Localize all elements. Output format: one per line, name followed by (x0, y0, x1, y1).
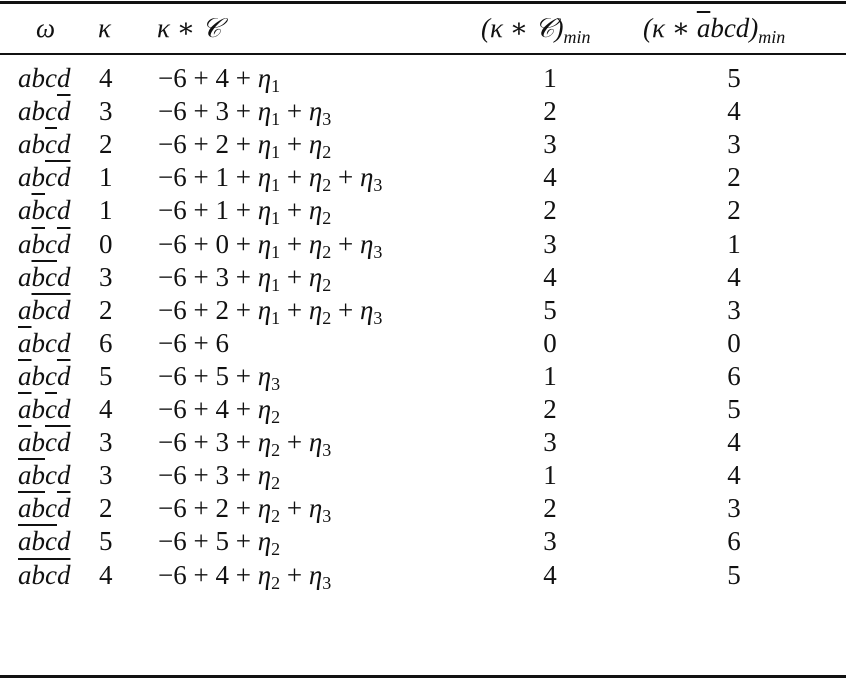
expr-eta-term: $\eta_1$ (257, 294, 281, 328)
table-bottom-rule (0, 675, 846, 678)
omega-letter-b: b (31, 327, 45, 358)
cell-kappa: 6 (99, 327, 113, 358)
table-row (0, 128, 846, 161)
header-kappa-star-c: κ ∗ 𝒞 (157, 13, 222, 43)
expr-constant: −6 + 5 (158, 526, 229, 557)
expr-plus: + (228, 228, 258, 259)
cell-kappa-star-c-min: 2 (543, 394, 557, 424)
cell-kappa-star-c (158, 559, 331, 592)
header-omega: ω (36, 13, 56, 43)
omega-letter-c: $\overline{c}$ (45, 526, 57, 557)
expr-constant: −6 + 2 (158, 129, 229, 160)
expr-plus: + (228, 162, 258, 193)
omega-letter-c: $\overline{c}$ (45, 294, 57, 325)
cell-kappa-star-c-min: 4 (543, 559, 557, 590)
cell-kappa-star-c (158, 161, 382, 194)
expr-plus: + (228, 526, 258, 557)
cell-kappa-star-c-min: 3 (543, 427, 557, 458)
cell-kappa-star-c-min: 4 (543, 261, 557, 292)
expr-plus: + (228, 129, 258, 160)
omega-letter-b: b (31, 162, 45, 193)
expr-eta-term: $\eta_1$ (257, 129, 281, 163)
expr-plus: + (228, 261, 258, 292)
omega-letter-a: a (18, 162, 32, 193)
header-min2-sub: min (758, 27, 786, 47)
cell-kappa: 4 (99, 394, 113, 424)
omega-letter-b: b (31, 360, 45, 391)
cell-kappa-star-abar-bcd-min: 4 (727, 261, 741, 292)
cell-kappa-star-c-min: 1 (543, 63, 557, 93)
omega-letter-c: c (45, 493, 57, 524)
cell-kappa: 4 (99, 63, 113, 93)
expr-eta-term: $\eta_1$ (257, 63, 281, 96)
omega-letter-d: d (56, 526, 71, 557)
omega-letter-a: a (18, 294, 32, 325)
cell-kappa-star-c (158, 525, 280, 558)
table-row (0, 95, 846, 128)
omega-letter-b: $\overline{b}$ (31, 526, 45, 557)
omega-letter-b: b (31, 63, 45, 93)
table-row (0, 492, 846, 525)
cell-kappa-star-c (158, 62, 280, 95)
cell-kappa-star-c-min: 2 (543, 493, 557, 524)
expr-eta-term: $\eta_2$ (308, 261, 332, 295)
expr-plus: + (280, 493, 309, 524)
cell-kappa-star-c (158, 459, 280, 492)
header-min2-rest: bcd) (710, 13, 759, 43)
omega-letter-d: $\overline{d}$ (56, 162, 71, 193)
cell-kappa: 1 (99, 195, 113, 226)
table-row (0, 194, 846, 227)
cell-kappa-star-c (158, 426, 331, 459)
table-row (0, 360, 846, 393)
expr-eta-term: $\eta_2$ (308, 294, 332, 328)
cell-omega (18, 559, 70, 592)
omega-letter-d: d (56, 195, 71, 226)
omega-letter-a: $\overline{a}$ (18, 427, 32, 458)
cell-kappa-star-c-min: 2 (543, 195, 557, 226)
omega-letter-a: a (18, 195, 32, 226)
table-row (0, 161, 846, 194)
cell-kappa-star-abar-bcd-min: 5 (727, 394, 741, 424)
cell-kappa: 2 (99, 129, 113, 160)
expr-eta-term: $\eta_2$ (308, 195, 332, 229)
cell-kappa: 3 (99, 261, 113, 292)
header-kappa-star-c-min (481, 12, 590, 54)
expr-eta-term: $\eta_2$ (308, 228, 332, 262)
expr-constant: −6 + 4 (158, 394, 229, 424)
cell-kappa-star-c (158, 128, 331, 161)
expr-eta-term: $\eta_1$ (257, 195, 281, 229)
cell-kappa-star-abar-bcd-min: 6 (727, 526, 741, 557)
cell-kappa-star-abar-bcd-min: 2 (727, 162, 741, 193)
cell-omega (18, 492, 70, 525)
expr-plus: + (280, 559, 309, 590)
table-header-row (0, 12, 846, 45)
cell-kappa-star-abar-bcd-min: 5 (727, 559, 741, 590)
omega-letter-c: $\overline{c}$ (45, 559, 57, 590)
table-row (0, 559, 846, 592)
cell-kappa-star-abar-bcd-min: 6 (727, 360, 741, 391)
cell-kappa-star-c-min: 1 (543, 460, 557, 491)
omega-letter-d: $\overline{d}$ (56, 493, 71, 524)
cell-omega (18, 128, 70, 161)
cell-omega (18, 294, 70, 327)
cell-kappa: 0 (99, 228, 113, 259)
expr-constant: −6 + 2 (158, 294, 229, 325)
expr-eta-term: $\eta_2$ (308, 162, 332, 196)
cell-kappa-star-c-min: 4 (543, 162, 557, 193)
omega-letter-b: $\overline{b}$ (31, 228, 45, 259)
cell-kappa-star-c-min: 1 (543, 360, 557, 391)
omega-letter-c: c (45, 228, 57, 259)
omega-letter-d: d (56, 394, 71, 424)
omega-letter-b: $\overline{b}$ (31, 294, 45, 325)
expr-eta-term: $\eta_1$ (257, 261, 281, 295)
table-top-rule (0, 1, 846, 4)
cell-omega (18, 95, 70, 128)
expr-eta-term: $\eta_3$ (308, 96, 332, 130)
omega-letter-d: $\overline{d}$ (56, 360, 71, 391)
cell-kappa-star-abar-bcd-min: 5 (727, 63, 741, 93)
cell-kappa: 3 (99, 96, 113, 127)
cell-kappa-star-c (158, 194, 331, 227)
omega-letter-c: c (45, 63, 57, 93)
expr-plus: + (228, 360, 258, 391)
expr-eta-term: $\eta_1$ (257, 96, 281, 130)
omega-letter-d: $\overline{d}$ (56, 96, 71, 127)
cell-omega (18, 62, 70, 95)
cell-kappa: 3 (99, 460, 113, 491)
expr-plus: + (280, 195, 309, 226)
omega-letter-a: $\overline{a}$ (18, 360, 32, 391)
expr-plus: + (280, 228, 309, 259)
table-mid-rule (0, 53, 846, 55)
cell-omega (18, 426, 70, 459)
expr-constant: −6 + 3 (158, 460, 229, 491)
expr-plus: + (228, 394, 258, 424)
cell-kappa-star-c-min: 3 (543, 129, 557, 160)
omega-letter-c: $\overline{c}$ (45, 427, 57, 458)
table-row (0, 294, 846, 327)
omega-letter-b: b (31, 427, 45, 458)
table-row (0, 525, 846, 558)
omega-letter-c: c (45, 195, 57, 226)
expr-eta-term: $\eta_3$ (257, 360, 281, 394)
omega-letter-d: $\overline{d}$ (56, 559, 71, 590)
cell-omega (18, 228, 70, 261)
omega-letter-c: $\overline{c}$ (45, 394, 57, 424)
expr-eta-term: $\eta_2$ (308, 129, 332, 163)
expr-plus: + (228, 559, 258, 590)
expr-eta-term: $\eta_3$ (308, 427, 332, 461)
omega-letter-c: $\overline{c}$ (45, 261, 57, 292)
expr-plus: + (280, 129, 309, 160)
expr-eta-term: $\eta_2$ (257, 427, 281, 461)
omega-letter-c: $\overline{c}$ (45, 129, 57, 160)
expr-constant: −6 + 4 (158, 559, 229, 590)
omega-letter-b: $\overline{b}$ (31, 261, 45, 292)
header-kappa-star-abar-bcd-min (643, 12, 785, 54)
cell-kappa-star-c (158, 327, 229, 360)
omega-letter-b: $\overline{b}$ (31, 493, 45, 524)
omega-letter-c: c (45, 96, 57, 127)
expr-eta-term: $\eta_2$ (257, 559, 281, 593)
expr-eta-term: $\eta_1$ (257, 228, 281, 262)
header-min2-prefix: (κ ∗ (643, 13, 697, 43)
cell-kappa: 2 (99, 294, 113, 325)
expr-plus: + (280, 162, 309, 193)
table-row (0, 327, 846, 360)
omega-letter-a: a (18, 63, 32, 93)
omega-letter-c: c (45, 327, 57, 358)
omega-letter-a: $\overline{a}$ (18, 493, 32, 524)
expr-eta-term: $\eta_3$ (308, 493, 332, 527)
cell-kappa: 3 (99, 427, 113, 458)
expr-constant: −6 + 1 (158, 162, 229, 193)
cell-kappa-star-c-min: 3 (543, 526, 557, 557)
table-row (0, 393, 846, 426)
cell-kappa-star-c-min: 3 (543, 228, 557, 259)
omega-letter-a: a (18, 129, 32, 160)
expr-constant: −6 + 3 (158, 261, 229, 292)
omega-letter-a: $\overline{a}$ (18, 460, 32, 491)
omega-letter-a: $\overline{a}$ (18, 327, 32, 358)
expr-constant: −6 + 6 (158, 327, 229, 358)
omega-letter-b: $\overline{b}$ (31, 559, 45, 590)
table-row (0, 62, 846, 95)
cell-kappa-star-c-min: 2 (543, 96, 557, 127)
expr-eta-term: $\eta_2$ (257, 526, 281, 560)
expr-eta-term: $\eta_2$ (257, 394, 281, 427)
cell-omega (18, 360, 70, 393)
omega-letter-b: $\overline{b}$ (31, 460, 45, 491)
omega-letter-d: d (56, 129, 71, 160)
expr-constant: −6 + 5 (158, 360, 229, 391)
expr-constant: −6 + 1 (158, 195, 229, 226)
cell-kappa-star-abar-bcd-min: 3 (727, 294, 741, 325)
expr-plus: + (280, 294, 309, 325)
table-row (0, 459, 846, 492)
header-min1-main: (κ ∗ 𝒞) (481, 13, 564, 43)
cell-omega (18, 194, 70, 227)
omega-letter-c: c (45, 460, 57, 491)
cell-kappa-star-abar-bcd-min: 2 (727, 195, 741, 226)
cell-omega (18, 261, 70, 294)
omega-letter-a: $\overline{a}$ (18, 559, 32, 590)
omega-letter-a: $\overline{a}$ (18, 526, 32, 557)
expr-eta-term: $\eta_3$ (359, 162, 383, 196)
omega-letter-d: d (56, 327, 71, 358)
table-row (0, 228, 846, 261)
cell-kappa-star-abar-bcd-min: 4 (727, 96, 741, 127)
cell-omega (18, 393, 70, 426)
omega-letter-a: $\overline{a}$ (18, 394, 32, 424)
expr-constant: −6 + 2 (158, 493, 229, 524)
header-min2-overlined: $\overline{a}$ (696, 13, 711, 43)
expr-plus: + (228, 427, 258, 458)
expr-plus: + (228, 460, 258, 491)
cell-kappa-star-abar-bcd-min: 3 (727, 493, 741, 524)
cell-kappa: 1 (99, 162, 113, 193)
expr-constant: −6 + 4 (158, 63, 229, 93)
cell-kappa-star-abar-bcd-min: 4 (727, 427, 741, 458)
omega-letter-d: d (56, 261, 71, 292)
header-min1-sub: min (563, 27, 591, 47)
omega-letter-a: a (18, 228, 32, 259)
expr-plus: + (280, 261, 309, 292)
cell-omega (18, 327, 70, 360)
cell-omega (18, 161, 70, 194)
omega-letter-b: b (31, 394, 45, 424)
omega-letter-c: $\overline{c}$ (45, 162, 57, 193)
expr-plus: + (331, 162, 360, 193)
expr-eta-term: $\eta_3$ (359, 228, 383, 262)
expr-plus: + (331, 228, 360, 259)
cell-kappa-star-c-min: 5 (543, 294, 557, 325)
omega-letter-b: b (31, 96, 45, 127)
omega-letter-c: c (45, 360, 57, 391)
expr-plus: + (228, 195, 258, 226)
cell-kappa-star-abar-bcd-min: 0 (727, 327, 741, 358)
expr-eta-term: $\eta_2$ (257, 493, 281, 527)
cell-omega (18, 459, 70, 492)
expr-plus: + (228, 63, 258, 93)
omega-letter-d: $\overline{d}$ (56, 427, 71, 458)
omega-letter-b: $\overline{b}$ (31, 195, 45, 226)
cell-kappa: 5 (99, 360, 113, 391)
cell-kappa-star-abar-bcd-min: 4 (727, 460, 741, 491)
expr-plus: + (228, 493, 258, 524)
expr-constant: −6 + 3 (158, 427, 229, 458)
expr-constant: −6 + 3 (158, 96, 229, 127)
cell-kappa-star-c (158, 360, 280, 393)
expr-eta-term: $\eta_2$ (257, 460, 281, 494)
cell-kappa-star-c (158, 228, 382, 261)
omega-letter-a: a (18, 96, 32, 127)
cell-kappa: 5 (99, 526, 113, 557)
header-kappa: κ (98, 13, 111, 43)
omega-letter-a: a (18, 261, 32, 292)
expr-plus: + (228, 294, 258, 325)
table-row (0, 426, 846, 459)
cell-kappa-star-c-min: 0 (543, 327, 557, 358)
omega-letter-d: d (56, 460, 71, 491)
cell-kappa-star-abar-bcd-min: 3 (727, 129, 741, 160)
cell-kappa-star-c (158, 294, 382, 327)
expr-eta-term: $\eta_3$ (308, 559, 332, 593)
omega-letter-b: b (31, 129, 45, 160)
cell-kappa-star-abar-bcd-min: 1 (727, 228, 741, 259)
expr-plus: + (228, 96, 258, 127)
cell-kappa-star-c (158, 261, 331, 294)
cell-omega (18, 525, 70, 558)
omega-letter-d: d (56, 63, 71, 93)
cell-kappa-star-c (158, 393, 280, 426)
omega-letter-d: $\overline{d}$ (56, 228, 71, 259)
expr-plus: + (331, 294, 360, 325)
cell-kappa: 4 (99, 559, 113, 590)
expr-plus: + (280, 427, 309, 458)
table-row (0, 261, 846, 294)
expr-eta-term: $\eta_3$ (359, 294, 383, 328)
cell-kappa-star-c (158, 95, 331, 128)
expr-constant: −6 + 0 (158, 228, 229, 259)
expr-eta-term: $\eta_1$ (257, 162, 281, 196)
omega-letter-d: $\overline{d}$ (56, 294, 71, 325)
cell-kappa: 2 (99, 493, 113, 524)
expr-plus: + (280, 96, 309, 127)
cell-kappa-star-c (158, 492, 331, 525)
